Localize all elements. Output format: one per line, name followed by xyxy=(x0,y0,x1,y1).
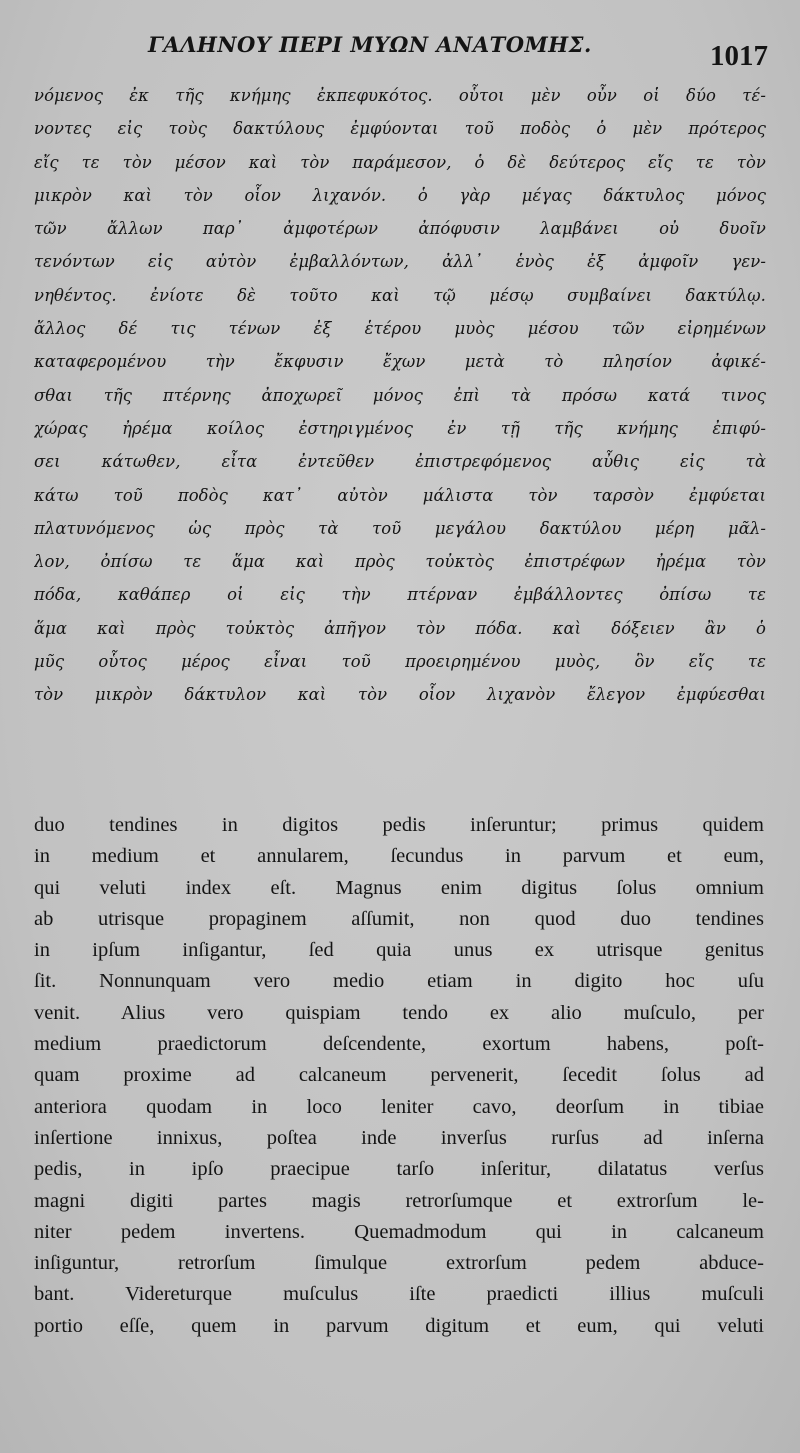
page-number: 1017 xyxy=(710,40,768,72)
latin-text-line: portio eſſe, quem in parvum digitum et eum, qui veluti xyxy=(34,1314,764,1337)
running-head-title: ΓΑΛΗΝΟΥ ΠΕΡΙ ΜΥΩΝ ΑΝΑΤΟΜΗΣ. xyxy=(148,32,592,57)
greek-text-line: σει κάτωθεν, εἶτα ἐντεῦθεν ἐπιστρεφόμενος αὖθις εἰς τὰ xyxy=(34,452,766,472)
greek-text-line: καταφερομένου τὴν ἔκφυσιν ἔχων μετὰ τὸ πλησίον ἀφικέ- xyxy=(34,352,766,372)
greek-text-line: πλατυνόμενος ὡς πρὸς τὰ τοῦ μεγάλου δακτύλου μέρη μᾶλ- xyxy=(34,518,766,538)
greek-text-line: τῶν ἄλλων παρ᾽ ἀμφοτέρων ἀπόφυσιν λαμβάνει οὐ δυοῖν xyxy=(34,219,766,239)
latin-text-line: inſiguntur, retrorſum ſimulque extrorſum pedem abduce- xyxy=(34,1252,764,1275)
latin-text-line: in medium et annularem, ſecundus in parvum et eum, xyxy=(34,845,764,868)
greek-text-line: εἴς τε τὸν μέσον καὶ τὸν παράμεσον, ὁ δὲ δεύτερος εἴς τε τὸν xyxy=(34,152,766,172)
latin-text-line: ſit. Nonnunquam vero medio etiam in digito hoc uſu xyxy=(34,970,764,993)
latin-text-line: venit. Alius vero quispiam tendo ex alio muſculo, per xyxy=(34,1001,764,1024)
greek-text-line: χώρας ἠρέμα κοίλος ἐστηριγμένος ἐν τῇ τῆς κνήμης ἐπιφύ- xyxy=(34,418,766,438)
latin-text-line: ab utrisque propaginem aſſumit, non quod duo tendines xyxy=(34,907,764,930)
latin-text-line: inſertione innixus, poſtea inde inverſus rurſus ad inſerna xyxy=(34,1126,764,1149)
latin-text-line: pedis, in ipſo praecipue tarſo inſeritur, dilatatus verſus xyxy=(34,1158,764,1181)
greek-text-line: σθαι τῆς πτέρνης ἀποχωρεῖ μόνος ἐπὶ τὰ πρόσω κατά τινος xyxy=(34,385,766,405)
greek-text-line: τενόντων εἰς αὐτὸν ἐμβαλλόντων, ἀλλ᾽ ἑνὸς ἐξ ἀμφοῖν γεν- xyxy=(34,252,766,272)
greek-text-line: ἄλλος δέ τις τένων ἐξ ἑτέρου μυὸς μέσου τῶν εἰρημένων xyxy=(34,319,766,339)
running-head xyxy=(0,28,800,78)
greek-text-line: ἅμα καὶ πρὸς τοὐκτὸς ἀπῆγον τὸν πόδα. καὶ δόξειεν ἂν ὁ xyxy=(34,618,766,638)
latin-text-line: in ipſum inſigantur, ſed quia unus ex utrisque genitus xyxy=(34,939,764,962)
greek-text-line: νοντες εἰς τοὺς δακτύλους ἐμφύονται τοῦ ποδὸς ὁ μὲν πρότερος xyxy=(34,119,766,139)
greek-text-block xyxy=(34,79,766,712)
latin-text-line: qui veluti index eſt. Magnus enim digitus ſolus omnium xyxy=(34,876,764,899)
latin-text-line: magni digiti partes magis retrorſumque et extrorſum le- xyxy=(34,1189,764,1212)
latin-text-block xyxy=(34,810,764,1342)
greek-text-line: πόδα, καθάπερ οἱ εἰς τὴν πτέρναν ἐμβάλλοντες ὀπίσω τε xyxy=(34,585,766,605)
latin-text-line: bant. Videreturque muſculus iſte praedicti illius muſculi xyxy=(34,1283,764,1306)
latin-text-line: duo tendines in digitos pedis inſeruntur; primus quidem xyxy=(34,814,764,836)
greek-text-line: νηθέντος. ἐνίοτε δὲ τοῦτο καὶ τῷ μέσῳ συμβαίνει δακτύλῳ. xyxy=(34,285,766,305)
greek-text-line: νόμενος ἐκ τῆς κνήμης ἐκπεφυκότος. οὗτοι μὲν οὖν οἱ δύο τέ- xyxy=(34,86,766,105)
greek-text-line: κάτω τοῦ ποδὸς κατ᾽ αὐτὸν μάλιστα τὸν ταρσὸν ἐμφύεται xyxy=(34,485,766,505)
greek-text-line: τὸν μικρὸν δάκτυλον καὶ τὸν οἷον λιχανὸν ἔλεγον ἐμφύεσθαι xyxy=(34,685,766,705)
greek-text-line: μῦς οὗτος μέρος εἶναι τοῦ προειρημένου μυὸς, ὃν εἴς τε xyxy=(34,652,766,672)
latin-text-line: niter pedem invertens. Quemadmodum qui in calcaneum xyxy=(34,1220,764,1243)
greek-text-line: λον, ὀπίσω τε ἅμα καὶ πρὸς τοὐκτὸς ἐπιστρέφων ἠρέμα τὸν xyxy=(34,552,766,572)
latin-text-line: quam proxime ad calcaneum pervenerit, ſecedit ſolus ad xyxy=(34,1064,764,1087)
latin-text-line: medium praedictorum deſcendente, exortum habens, poſt- xyxy=(34,1033,764,1056)
latin-text-line: anteriora quodam in loco leniter cavo, deorſum in tibiae xyxy=(34,1095,764,1118)
greek-text-line: μικρὸν καὶ τὸν οἷον λιχανόν. ὁ γὰρ μέγας δάκτυλος μόνος xyxy=(34,185,766,205)
